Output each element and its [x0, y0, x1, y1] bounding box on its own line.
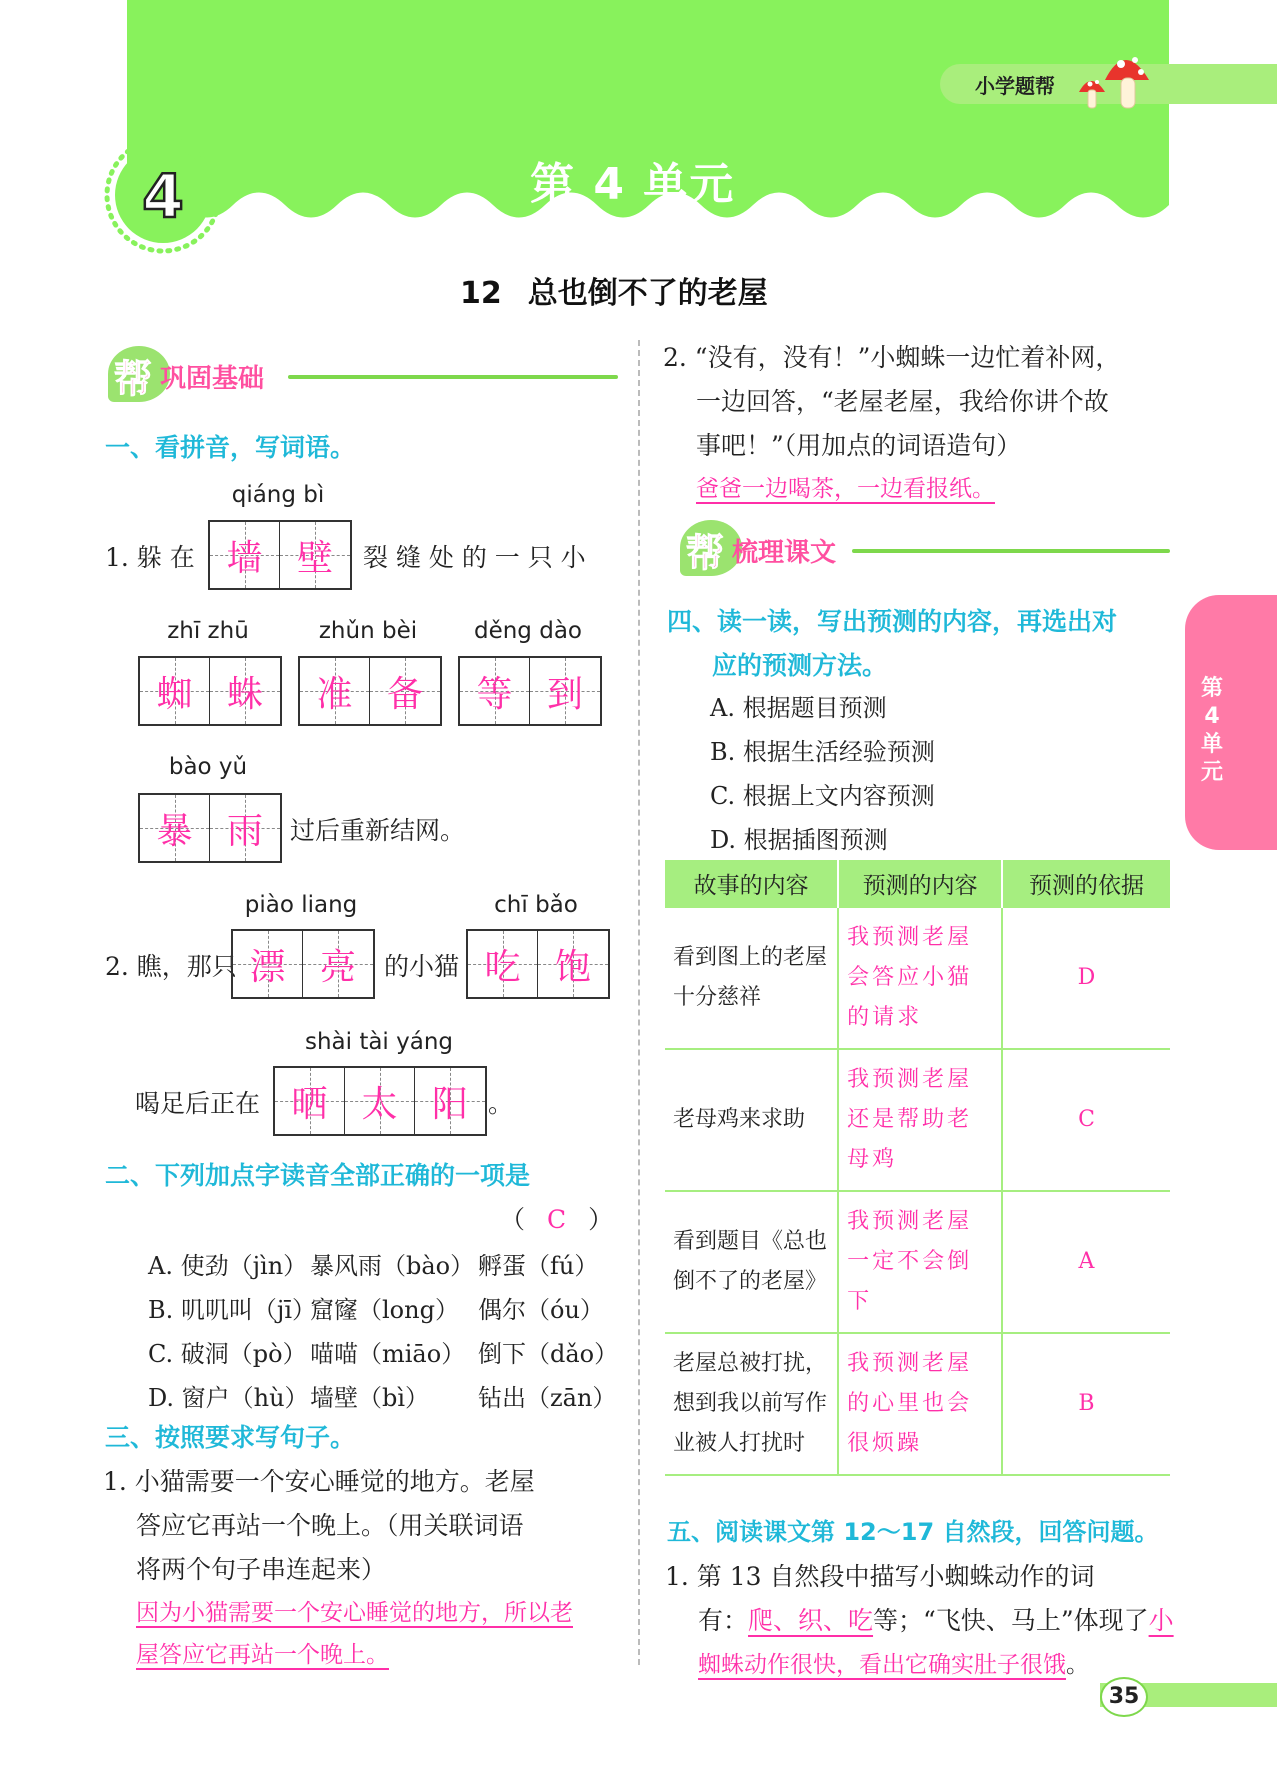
- table-row: [665, 1049, 1170, 1191]
- q4-options: [710, 686, 935, 862]
- pinyin: piào liang: [244, 892, 358, 918]
- writing-grid: [458, 656, 602, 726]
- grid-cell: 备: [370, 658, 440, 724]
- option-a: A. 根据题目预测: [710, 694, 887, 722]
- writing-grid: [273, 1066, 487, 1136]
- q1-title: 一、看拼音，写词语。: [105, 433, 356, 462]
- answer-bracket: （ C ）: [500, 1205, 614, 1234]
- story-content: 老母鸡来求助: [665, 1049, 838, 1191]
- mushroom-icon: [1065, 46, 1155, 116]
- unit-title: 第 4 单元: [530, 159, 736, 210]
- q1-2-number: 2. 瞧，那只: [105, 952, 237, 981]
- sentence-text: 过后重新结网。: [290, 816, 466, 845]
- q4-title: 四、读一读，写出预测的内容，再选出对 应的预测方法。: [667, 607, 1118, 680]
- grid-cell: 等: [460, 658, 530, 724]
- table-row: [665, 1191, 1170, 1333]
- basis: A: [1002, 1191, 1170, 1333]
- grid-cell: 壁: [280, 522, 350, 588]
- q3-2-answer: 爸爸一边喝茶，一边看报纸。: [696, 476, 995, 502]
- grid-cell: 吃: [468, 931, 538, 997]
- pinyin: zhī zhū: [167, 618, 249, 644]
- q2-title: 二、下列加点字读音全部正确的一项是: [105, 1161, 531, 1190]
- lesson-number: 12: [460, 276, 502, 311]
- writing-grid: [138, 793, 282, 863]
- basis: B: [1002, 1333, 1170, 1475]
- pinyin: zhǔn bèi: [318, 618, 418, 644]
- grid-cell: 到: [530, 658, 600, 724]
- q3-title: 三、按照要求写句子。: [105, 1423, 356, 1452]
- pinyin: bào yǔ: [168, 754, 248, 780]
- section-char: 帮: [686, 531, 725, 575]
- sentence-text: 裂 缝 处 的 一 只 小: [363, 543, 586, 572]
- section-label: 巩固基础: [160, 364, 265, 394]
- q5-1: 1. 第 13 自然段中描写小蜘蛛动作的词 有：爬、织、吃等；“飞快、马上”体现了小 蜘蛛动作很快，看出它确实肚子很饿。: [665, 1562, 1174, 1678]
- section-head-review: [680, 520, 1170, 580]
- sentence-text: 喝足后正在: [135, 1089, 261, 1118]
- basis: C: [1002, 1049, 1170, 1191]
- section-label: 梳理课文: [732, 538, 837, 568]
- q1-1-number: 1. 躲 在: [105, 543, 195, 572]
- unit-side-label: 第 4 单 元: [1200, 676, 1223, 785]
- q3-1-question: 1. 小猫需要一个安心睡觉的地方。老屋 答应它再站一个晚上。（用关联词语 将两个句子串连起来）: [103, 1467, 535, 1584]
- story-content: 看到图上的老屋十分慈祥: [665, 907, 838, 1049]
- prediction: 我预测老屋还是帮助老母鸡: [838, 1049, 1002, 1191]
- grid-cell: 雨: [210, 795, 280, 861]
- q5-1-answer-reason: 蜘蛛动作很快，看出它确实肚子很饿: [698, 1652, 1066, 1678]
- writing-grid: [208, 520, 352, 590]
- q2-options: A. 使劲（jìn） 暴风雨（bào） 孵蛋（fú） B. 叽叽叫（jī）窟窿（long） 偶尔（óu） C. 破洞（pò） 喵喵（miāo） 倒下（dǎo） D. 窗户（hù）墙壁（bì） 钻出（zān）: [148, 1252, 619, 1412]
- prediction-table: [665, 860, 1170, 1476]
- basis: D: [1002, 907, 1170, 1049]
- prediction: 我预测老屋一定不会倒下: [838, 1191, 1002, 1333]
- sentence-text: 的小猫: [384, 952, 460, 981]
- pinyin: děng dào: [473, 618, 582, 644]
- page-number: 35: [1100, 1677, 1148, 1717]
- grid-cell: 阳: [415, 1068, 485, 1134]
- grid-cell: 蛛: [210, 658, 280, 724]
- column-divider: [638, 340, 640, 1665]
- q5-title: 五、阅读课文第 12～17 自然段，回答问题。: [667, 1518, 1159, 1546]
- lesson-title: [460, 268, 768, 312]
- prediction: 我预测老屋会答应小猫的请求: [838, 907, 1002, 1049]
- grid-cell: 饱: [538, 931, 608, 997]
- lesson-name: 总也倒不了的老屋: [527, 276, 768, 311]
- grid-cell: 亮: [303, 931, 373, 997]
- writing-grid: [231, 929, 375, 999]
- section-head-consolidate: [108, 346, 618, 406]
- pinyin: qiáng bì: [231, 482, 325, 508]
- sentence-end: 。: [488, 1089, 514, 1118]
- writing-grid: [466, 929, 610, 999]
- option-c: C. 根据上文内容预测: [710, 782, 935, 810]
- table-header: 预测的依据: [1002, 860, 1170, 907]
- q3-2-question: 2. “没有，没有！”小蜘蛛一边忙着补网， 一边回答，“老屋老屋，我给你讲个故 事吧！”（用加点的词语造句）: [663, 343, 1121, 460]
- grid-cell: 准: [300, 658, 370, 724]
- writing-grid: [298, 656, 442, 726]
- option-b: B. 根据生活经验预测: [710, 738, 935, 766]
- table-row: [665, 907, 1170, 1049]
- pinyin: chī bǎo: [494, 892, 578, 918]
- table-header: 预测的内容: [838, 860, 1002, 907]
- prediction: 我预测老屋的心里也会很烦躁: [838, 1333, 1002, 1475]
- pinyin: shài tài yáng: [304, 1029, 454, 1055]
- table-header: 故事的内容: [665, 860, 838, 907]
- table-row: [665, 1333, 1170, 1475]
- grid-cell: 暴: [140, 795, 210, 861]
- grid-cell: 漂: [233, 931, 303, 997]
- q3-1-answer: 因为小猫需要一个安心睡觉的地方，所以老 屋答应它再站一个晚上。: [136, 1600, 573, 1668]
- section-line: [852, 549, 1170, 553]
- story-content: 看到题目《总也倒不了的老屋》: [665, 1191, 838, 1333]
- unit-number-badge: [103, 135, 223, 255]
- q5-1-answer-words: 爬、织、吃: [748, 1606, 874, 1635]
- grid-cell: 太: [345, 1068, 415, 1134]
- grid-cell: 墙: [210, 522, 280, 588]
- writing-grid: [138, 656, 282, 726]
- grid-cell: 蜘: [140, 658, 210, 724]
- unit-number: 4: [142, 162, 184, 232]
- section-line: [288, 375, 618, 379]
- story-content: 老屋总被打扰，想到我以前写作业被人打扰时: [665, 1333, 838, 1475]
- brand-label: 小学题帮: [975, 74, 1055, 98]
- q2-answer: C: [547, 1205, 567, 1234]
- option-d: D. 根据插图预测: [710, 826, 888, 854]
- section-char: 帮: [114, 357, 153, 401]
- grid-cell: 晒: [275, 1068, 345, 1134]
- table-header-row: [665, 860, 1170, 907]
